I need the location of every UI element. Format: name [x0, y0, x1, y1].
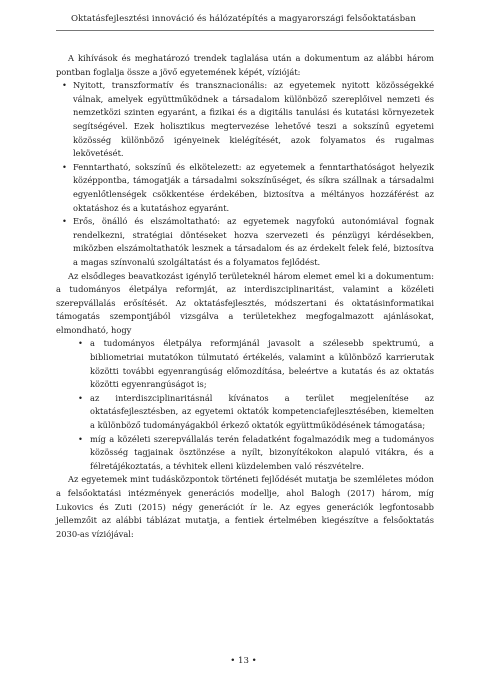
bullet-icon: • — [62, 216, 67, 227]
bullet-icon: • — [62, 161, 67, 172]
bullet-icon: • — [62, 80, 67, 91]
body-text — [56, 52, 434, 541]
recommendation-item-text: a tudományos életpálya reformjánál javasolt a szélesebb spektrumú, a bibliometriai mutatókon túlmutató értékelés, valamint a különböző karrierutak közötti további egyenrangúság előmozdítása, beleértve a kutatás és az oktatás közötti egyenrangúságot is; — [90, 338, 434, 390]
bullet-icon: • — [78, 338, 83, 349]
recommendation-list — [56, 337, 434, 473]
vision-item-sustainable — [56, 161, 434, 215]
bullet-icon: • — [78, 392, 83, 403]
intervention-text-second: Az oktatásfejlesztés, módszertani és oktatásinformatikai támogatás szempontjából vizsgálva a területekhez megfogalmazott ajánlásokat, elmondható, hogy — [56, 297, 434, 335]
vision-list — [56, 79, 434, 269]
vision-item-text: Fenntartható, sokszínű és elkötelezett: az egyetemek a fenntarthatóságot helyezik középpontba, támogatják a társadalmi sokszínűséget, és síkra szállnak a társadalmi egyenlőtlenségek csökkentése érdekében, biztosítva a méltányos hozzáférést az oktatáshoz és a kutatáshoz egyaránt. — [73, 161, 434, 213]
intervention-paragraph — [56, 270, 434, 338]
page-number: • 13 • — [230, 656, 257, 666]
vision-item-text: Nyitott, transzformatív és transznacionális: az egyetemek nyitott közösségekké válnak, amelyek együttműködnek a társadalom különböző szereplőivel nemzeti és nemzetközi szinten egyaránt, a fizikai és a digitális tanulási és kutatási környezetek segítségével. Ezek holisztikus megtervezése lehetővé teszi a sokszínű egyetemi közösség különböző igényeinek kielégítését, azok folyamatos és rugalmas lekövetését. — [73, 80, 434, 159]
vision-item-text: Erős, önálló és elszámoltatható: az egyetemek nagyfokú autonómiával fognak rendelkezni, stratégiai döntéseket hozva szervezeti és pénzügyi kérdésekben, miközben elszámoltathatók lesznek a társadalom és az érdekelt felek felé, biztosítva a magas színvonalú szolgáltatást és a folyamatos fejlődést. — [73, 216, 434, 267]
intervention-text-first: Az elsődleges beavatkozást igénylő területeknél három elemet emel ki a dokumentum: a tudományos életpálya reformját, az interdiszciplinaritást, valamint a közéleti szerepvállalás erősítését. — [56, 270, 434, 308]
recommendation-item-interdisciplinary — [56, 392, 434, 433]
intro-paragraph: A kihívások és meghatározó trendek taglalása után a dokumentum az alábbi három pontban foglalja össze a jövő egyetemének képét, vízióját: — [56, 53, 434, 77]
vision-item-strong — [56, 215, 434, 269]
vision-item-open — [56, 79, 434, 161]
recommendation-item-public-role — [56, 433, 434, 474]
generations-paragraph: Az egyetemek mint tudásközpontok történeti fejlődését mutatja be szemléletes módon a felsőoktatási intézmények generációs modellje, ahol Balogh (2017) három, míg Lukovics és Zuti (2015) négy generációt ír le. Az egyes generációk legfontosabb jellemzőit az alábbi táblázat mutatja, a fentiek értelmében kiegészítve a felsőoktatás 2030-as víziójával: — [56, 474, 434, 539]
recommendation-item-text: az interdiszciplinaritásnál kívánatos a terület megjelenítése az oktatásfejlesztésben, az egyetemi oktatók kompetenciafejlesztésében, kiemelten a különböző tudományágakból érkező oktatók együttműködésének támogatása; — [90, 392, 434, 431]
bullet-icon: • — [78, 433, 83, 444]
recommendation-item-text: míg a közéleti szerepvállalás terén feladatként fogalmazódik meg a tudományos közösség tagjainak ösztönzése a nyílt, bizonyítékokon alapuló vitákra, és a félretájékoztatás, a tévhitek elleni küzdelemben való részvételre. — [90, 433, 434, 471]
header-divider — [56, 30, 434, 31]
running-header: Oktatásfejlesztési innováció és hálózatépítés a magyarországi felsőoktatásban — [71, 14, 416, 24]
recommendation-item-career — [56, 337, 434, 391]
